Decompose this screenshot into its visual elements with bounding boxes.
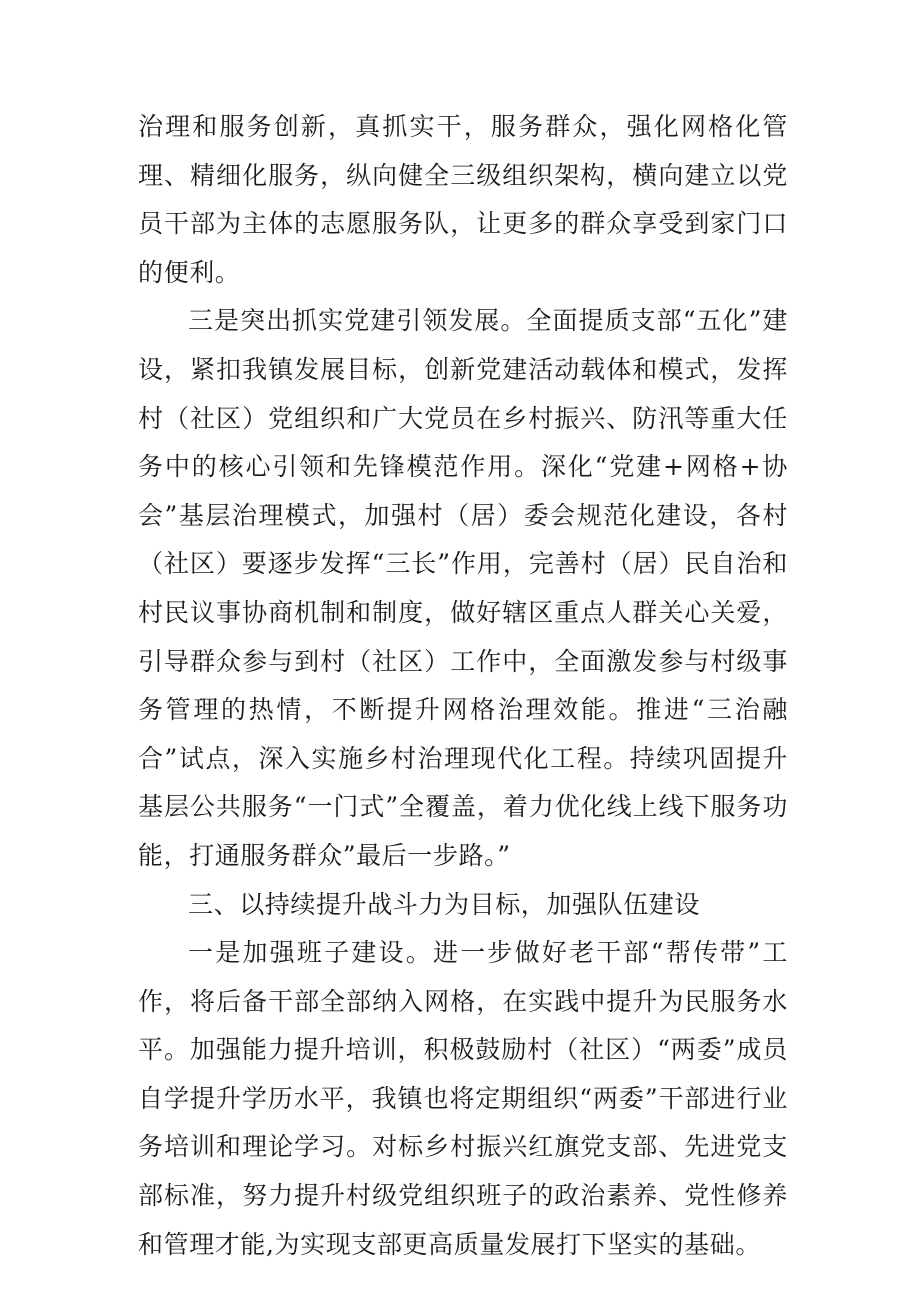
paragraph-continuation: 治理和服务创新，真抓实干，服务群众，强化网格化管理、精细化服务，纵向健全三级组织架构，横向建立以党员干部为主体的志愿服务队，让更多的群众享受到家门口的便利。 [138, 112, 788, 287]
paragraph-party-building: 三是突出抓实党建引领发展。全面提质支部“五化”建设，紧扣我镇发展目标，创新党建活动载体和模式，发挥村（社区）党组织和广大党员在乡村振兴、防汛等重大任务中的核心引领和先锋模范作用。深化“党建+网格+协会”基层治理模式，加强村（居）委会规范化建设，各村（社区）要逐步发挥“三长”作用，完善村（居）民自治和村民议事协商机制和制度，做好辖区重点人群关心关爱，引导群众参与到村（社区）工作中，全面激发参与村级事务管理的热情，不断提升网格治理效能。推进“三治融合”试点，深入实施乡村治理现代化工程。持续巩固提升基层公共服务“一门式”全覆盖，着力优化线上线下服务功能，打通服务群众”最后一步路。” [138, 306, 788, 870]
section-heading: 三、以持续提升战斗力为目标，加强队伍建设 [188, 889, 701, 919]
document-body [138, 103, 788, 1269]
paragraph-team-building: 一是加强班子建设。进一步做好老干部“帮传带”工作，将后备干部全部纳入网格，在实践中提升为民服务水平。加强能力提升培训，积极鼓励村（社区）“两委”成员自学提升学历水平，我镇也将定期组织“两委”干部进行业务培训和理论学习。对标乡村振兴红旗党支部、先进党支部标准，努力提升村级党组织班子的政治素养、党性修养和管理才能,为实现支部更高质量发展打下坚实的基础。 [138, 938, 788, 1259]
